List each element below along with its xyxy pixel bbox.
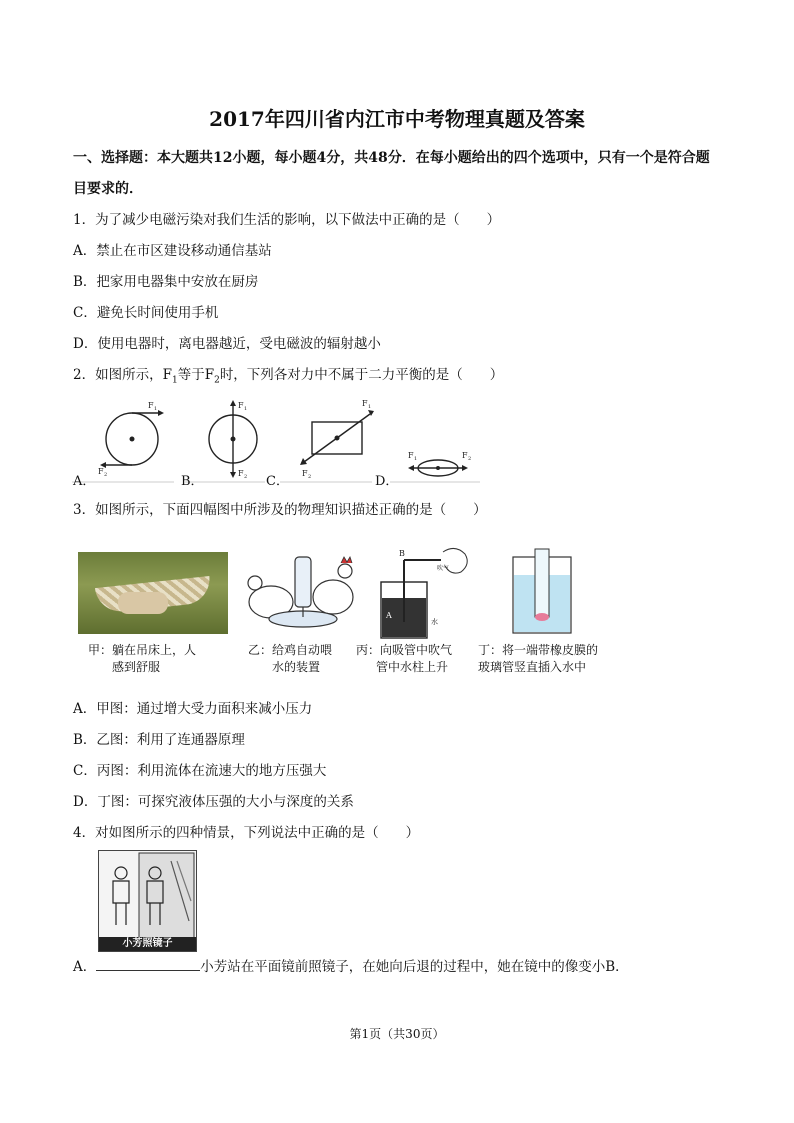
q2-b-label-s1: 1: [244, 406, 248, 412]
q2-c-label-f1: F: [362, 399, 368, 408]
q2-d-label-s2: 2: [468, 456, 472, 462]
q3-caption-4-line1: 丁：将一端带橡皮膜的: [478, 643, 599, 657]
q2-label-d: D．: [375, 474, 399, 489]
q3-caption-2-line1: 乙：给鸡自动喂: [248, 643, 333, 657]
q3-caption-4-line2: 玻璃管竖直插入水中: [478, 660, 587, 674]
q3-stem: 3．如图所示，下面四幅图中所涉及的物理知识描述正确的是（ ）: [73, 502, 487, 518]
q2-b-label-s2: 2: [244, 474, 248, 480]
q3-fig3-label-a: A: [386, 611, 392, 620]
q4-option-a: [73, 955, 629, 975]
q2-stem-sub1: 1: [171, 375, 178, 386]
q2-d-label-f1: F: [408, 451, 414, 460]
q4-image-caption: 小芳照镜子: [99, 937, 196, 951]
q2-diagram-d: [390, 451, 480, 482]
section-heading-line1: 一、选择题：本大题共12小题，每小题4分，共48分．在每小题给出的四个选项中，只有一个是符合题: [73, 150, 710, 166]
q4-blank-line: [96, 958, 200, 971]
q1-option-c: C．避免长时间使用手机: [73, 305, 219, 321]
q2-c-label-s2: 2: [308, 474, 312, 480]
q3-hammock-photo: [78, 552, 228, 634]
q3-figure: [73, 542, 613, 682]
q3-caption-2: [248, 642, 332, 676]
q2-stem: [73, 363, 503, 386]
q2-label-c: C．: [266, 474, 289, 489]
q3-option-d: D．丁图：可探究液体压强的大小与深度的关系: [73, 794, 354, 810]
q2-stem-sub2: 2: [214, 375, 220, 386]
q2-a-label-f2: F: [98, 467, 104, 476]
q3-straw-beaker-drawing: [371, 542, 481, 642]
q4-stem: 4．对如图所示的四种情景，下列说法中正确的是（ ）: [73, 825, 420, 841]
q3-option-a: A．甲图：通过增大受力面积来减小压力: [73, 701, 313, 717]
q1-option-d: D．使用电器时，离电器越近，受电磁波的辐射越小: [73, 336, 381, 352]
q2-d-label-f2: F: [462, 451, 468, 460]
q3-caption-2-line2: 水的装置: [272, 660, 321, 674]
q2-d-label-s1: 1: [414, 456, 418, 462]
q3-fig3-label-b: B: [399, 549, 405, 558]
q2-c-label-s1: 1: [368, 404, 372, 410]
q3-caption-3: [356, 642, 452, 676]
q2-a-label-s1: 1: [154, 406, 158, 412]
q4-option-a-text: 小芳站在平面镜前照镜子，在她向后退的过程中，她在镜中的像变小B．: [200, 959, 629, 975]
q3-caption-1-line2: 感到舒服: [112, 660, 161, 674]
q2-stem-post: 时，下列各对力中不属于二力平衡的是（ ）: [219, 367, 504, 383]
q3-caption-3-line1: 丙：向吸管中吹气: [356, 643, 453, 657]
page-title: 2017年四川省内江市中考物理真题及答案: [209, 107, 585, 131]
q3-fig3-label-water: 水: [431, 618, 438, 626]
q4-mirror-drawing: [99, 851, 196, 941]
q3-option-b: B．乙图：利用了连通器原理: [73, 732, 245, 748]
q2-stem-mid: 等于F: [177, 367, 215, 383]
q1-stem: 1．为了减少电磁污染对我们生活的影响，以下做法中正确的是（ ）: [73, 212, 501, 228]
q3-option-c: C．丙图：利用流体在流速大的地方压强大: [73, 763, 327, 779]
q1-option-a: A．禁止在市区建设移动通信基站: [73, 243, 272, 259]
q1-option-b: B．把家用电器集中安放在厨房: [73, 274, 259, 290]
q3-caption-4: [478, 642, 598, 676]
q4-mirror-image: [98, 850, 197, 952]
q2-b-label-f2: F: [238, 469, 244, 478]
q3-fig3-label-blow: 吹气: [437, 565, 450, 572]
page-footer: 第1页（共30页）: [349, 1027, 445, 1041]
q2-c-label-f2: F: [302, 469, 308, 478]
q2-stem-pre: 2．如图所示，F: [73, 367, 172, 383]
q2-label-b: B．: [181, 474, 204, 489]
q3-caption-3-line2: 管中水柱上升: [376, 660, 449, 674]
q2-b-label-f1: F: [238, 401, 244, 410]
q4-option-a-label: A．: [73, 959, 97, 975]
q2-label-a: A．: [73, 474, 96, 489]
q3-chicken-drawing: [241, 547, 361, 639]
q2-a-label-f1: F: [148, 401, 154, 410]
q3-caption-1: [88, 642, 196, 676]
q2-a-label-s2: 2: [104, 472, 108, 478]
section-heading-line2: 目要求的．: [73, 181, 143, 197]
q3-caption-1-line1: 甲：躺在吊床上，人: [88, 643, 197, 657]
q2-diagram-c: [280, 399, 374, 482]
q3-tube-water-drawing: [493, 547, 593, 639]
